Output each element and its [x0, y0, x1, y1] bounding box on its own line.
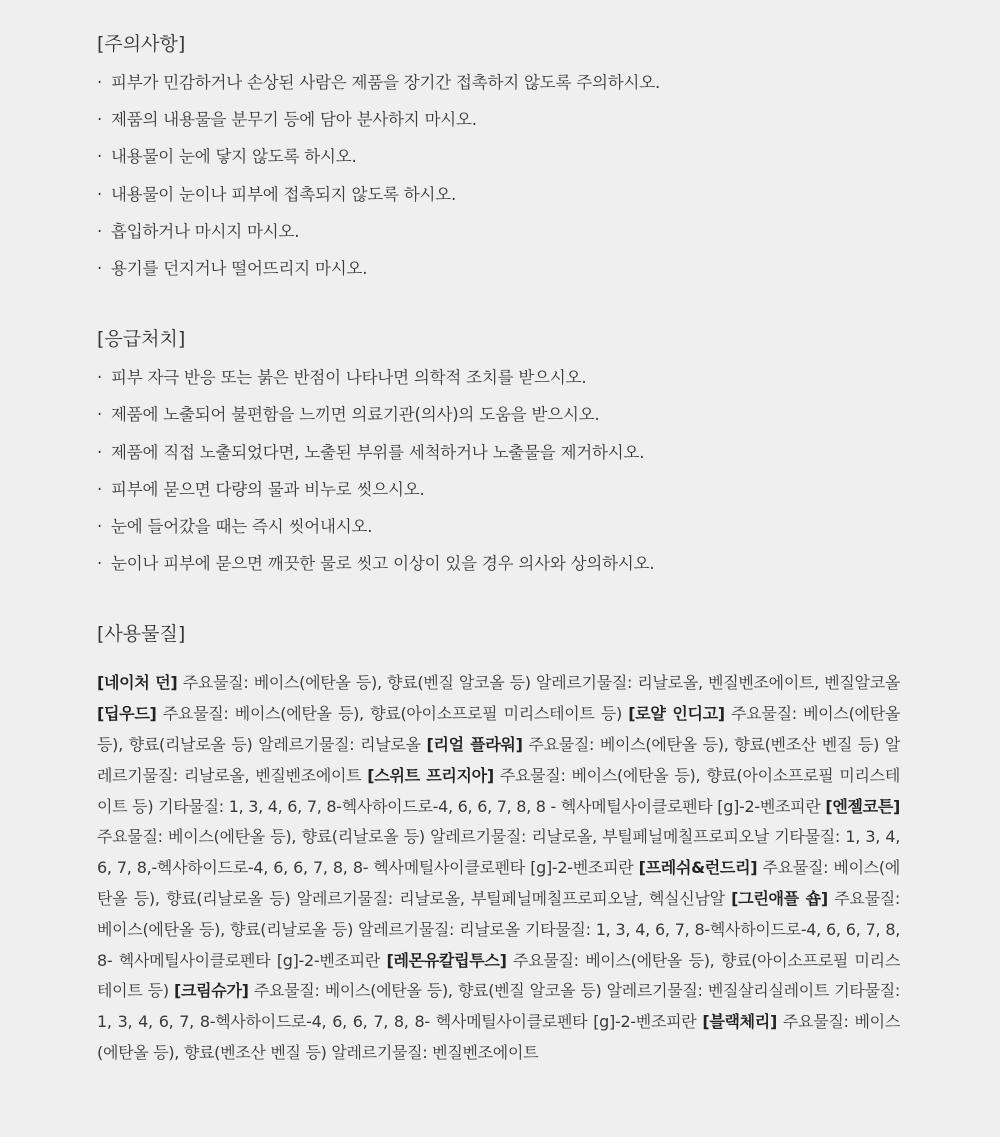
list-item	[97, 434, 900, 471]
product-name: [리얼 플라워]	[426, 735, 523, 755]
bullet-dot: ·	[97, 368, 103, 388]
product-name: [프레쉬&런드리]	[638, 858, 758, 878]
product-name: [레몬유칼립투스]	[386, 950, 507, 970]
product-name: [스위트 프리지아]	[367, 765, 494, 785]
list-item	[97, 471, 900, 508]
product-notice	[97, 30, 900, 1107]
bullet-dot: ·	[97, 184, 103, 204]
list-item-text: 피부에 묻으면 다량의 물과 비누로 씻으시오.	[111, 479, 425, 499]
product-ingredients: 주요물질: 베이스(에탄올 등), 향료(벤질 알코올 등) 알레르기물질: 벤질살리실레이트 기타물질: 1, 3, 4, 6, 7, 8-헥사하이드로-4, 6, 6, 7, 8, 8- 헥사메틸사이클로펜타 [g]-2-벤조피란	[97, 981, 900, 1032]
product-name: [크림슈가]	[173, 981, 249, 1001]
bullet-dot: ·	[97, 110, 103, 130]
bullet-dot: ·	[97, 221, 103, 241]
list-item	[97, 396, 900, 433]
product-name: [딥우드]	[97, 704, 157, 724]
list-item	[97, 545, 900, 582]
list-item	[97, 64, 900, 101]
product-ingredients: 주요물질: 베이스(에탄올 등), 향료(벤조산 벤질 등) 알레르기물질: 벤질벤조에이트	[97, 1012, 900, 1062]
list-item-text: 용기를 던지거나 떨어뜨리지 마시오.	[111, 259, 368, 279]
product-name: [블랙체리]	[702, 1012, 777, 1032]
product-ingredients: 주요물질: 베이스(에탄올 등), 향료(리날로올 등) 알레르기물질: 리날로올, 부틸페닐메칠프로피오날 기타물질: 1, 3, 4, 6, 7, 8,-헥사하이드로-4, 6, 6, 7, 8, 8- 헥사메틸사이클로펜타 [g]-2-벤조피란	[97, 827, 900, 878]
product-name: [그린애플 숍]	[731, 889, 828, 909]
product-ingredients: 주요물질: 베이스(에탄올 등), 향료(리날로올 등) 알레르기물질: 리날로올 기타물질: 1, 3, 4, 6, 7, 8-헥사하이드로-4, 6, 6, 7, 8, 8- 헥사메틸사이클로펜타 [g]-2-벤조피란	[97, 889, 900, 970]
list-item	[97, 138, 900, 175]
list-item-text: 눈에 들어갔을 때는 즉시 씻어내시오.	[111, 517, 373, 537]
precautions-list	[97, 64, 900, 287]
bullet-dot: ·	[97, 405, 103, 425]
list-item-text: 눈이나 피부에 묻으면 깨끗한 물로 씻고 이상이 있을 경우 의사와 상의하시오.	[111, 554, 655, 574]
product-name: [로얄 인디고]	[628, 704, 725, 724]
first-aid-list	[97, 359, 900, 582]
product-name: [네이처 던]	[97, 673, 178, 693]
list-item-text: 내용물이 눈이나 피부에 접촉되지 않도록 하시오.	[111, 184, 457, 204]
first-aid-title: [응급처치]	[97, 328, 186, 351]
bullet-dot: ·	[97, 479, 103, 499]
list-item	[97, 176, 900, 213]
bullet-dot: ·	[97, 442, 103, 462]
product-ingredients: 주요물질: 베이스(에탄올 등), 향료(리날로올 등) 알레르기물질: 리날로올, 부틸페닐메칠프로피오날, 헥실신남알	[97, 858, 900, 909]
product-ingredients: 주요물질: 베이스(에탄올 등), 향료(아이소프로필 미리스테이트 등) 기타물질: 1, 3, 4, 6, 7, 8-헥사하이드로-4, 6, 6, 7, 8, 8 - 헥사메틸사이클로펜타 [g]-2-벤조피란	[97, 765, 900, 816]
list-item-text: 제품에 직접 노출되었다면, 노출된 부위를 세척하거나 노출물을 제거하시오.	[111, 442, 645, 462]
precautions-title: [주의사항]	[97, 33, 186, 55]
list-item-text: 제품의 내용물을 분무기 등에 담아 분사하지 마시오.	[111, 110, 477, 130]
bullet-dot: ·	[97, 517, 103, 537]
first-aid-section	[97, 325, 900, 582]
bullet-dot: ·	[97, 73, 103, 92]
list-item-text: 내용물이 눈에 닿지 않도록 하시오.	[111, 147, 357, 167]
product-name: [엔젤코튼]	[825, 796, 900, 816]
product-ingredients: 주요물질: 베이스(에탄올 등), 향료(리날로올 등) 알레르기물질: 리날로올	[97, 704, 900, 755]
product-ingredients: 주요물질: 베이스(에탄올 등), 향료(아이소프로필 미리스테이트 등)	[156, 704, 629, 724]
list-item-text: 피부가 민감하거나 손상된 사람은 제품을 장기간 접촉하지 않도록 주의하시오.	[111, 73, 661, 92]
list-item	[97, 101, 900, 138]
bullet-dot: ·	[97, 554, 103, 574]
product-ingredients: 주요물질: 베이스(에탄올 등), 향료(아이소프로필 미리스테이트 등)	[97, 950, 900, 1001]
list-item	[97, 508, 900, 545]
precautions-section	[97, 30, 900, 287]
list-item-text: 피부 자극 반응 또는 붉은 반점이 나타나면 의학적 조치를 받으시오.	[111, 368, 587, 388]
list-item	[97, 213, 900, 250]
list-item-text: 제품에 노출되어 불편함을 느끼면 의료기관(의사)의 도움을 받으시오.	[111, 405, 600, 425]
product-ingredients: 주요물질: 베이스(에탄올 등), 향료(벤질 알코올 등) 알레르기물질: 리날로올, 벤질벤조에이트, 벤질알코올	[177, 673, 900, 693]
ingredients-title: [사용물질]	[97, 623, 186, 646]
ingredients-text	[97, 668, 900, 1068]
list-item-text: 흡입하거나 마시지 마시오.	[111, 221, 300, 241]
list-item	[97, 250, 900, 287]
ingredients-section	[97, 620, 900, 1068]
bullet-dot: ·	[97, 259, 103, 279]
list-item	[97, 359, 900, 396]
product-ingredients: 주요물질: 베이스(에탄올 등), 향료(벤조산 벤질 등) 알레르기물질: 리날로올, 벤질벤조에이트	[97, 735, 900, 785]
bullet-dot: ·	[97, 147, 103, 167]
